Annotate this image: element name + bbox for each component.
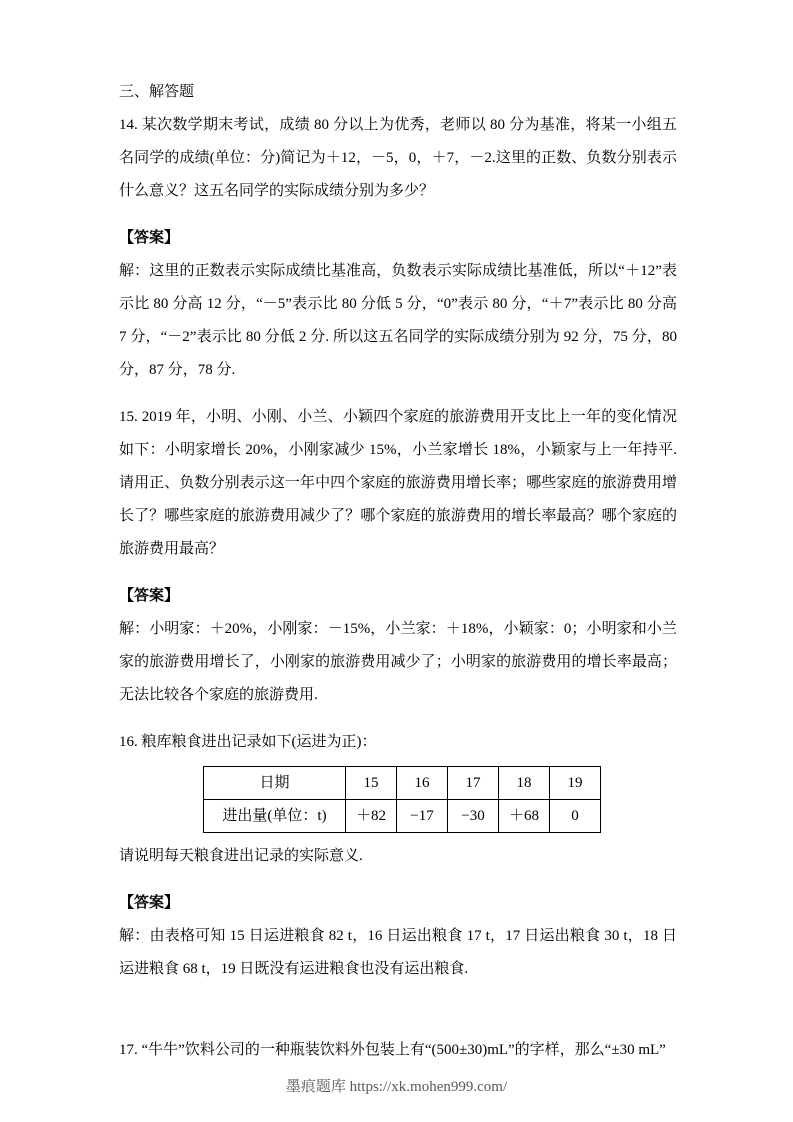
table-cell-amount-label: 进出量(单位：t): [204, 800, 346, 833]
answer-label-14: 【答案】: [119, 230, 180, 246]
table-cell-day-15: 15: [346, 767, 397, 800]
question-16-intro: 16. 粮库粮食进出记录如下(运进为正)：: [119, 734, 377, 750]
table-cell-value-18: ＋68: [499, 800, 550, 833]
table-cell-value-19: 0: [550, 800, 601, 833]
question-14-text: 14. 某次数学期末考试，成绩 80 分以上为优秀，老师以 80 分为基准，将某一小组五名同学的成绩(单位：分)简记为＋12，－5，0，＋7，－2.这里的正数、负数分别表示什么意义？这五名同学的实际成绩分别为多少？: [119, 117, 677, 199]
table-values-row: [204, 800, 601, 833]
question-16-post: 请说明每天粮食进出记录的实际意义.: [119, 848, 363, 864]
footer-watermark: 墨痕题库 https://xk.mohen999.com/: [285, 1079, 508, 1095]
grain-record-table: [203, 766, 601, 833]
table-cell-day-19: 19: [550, 767, 601, 800]
answer-16-text: 解：由表格可知 15 日运进粮食 82 t，16 日运出粮食 17 t，17 日运出粮食 30 t，18 日运进粮食 68 t，19 日既没有运进粮食也没有运出粮食.: [119, 928, 677, 977]
table-cell-value-15: ＋82: [346, 800, 397, 833]
answer-label-15: 【答案】: [119, 588, 180, 604]
answer-14-text: 解：这里的正数表示实际成绩比基准高，负数表示实际成绩比基准低，所以“＋12”表示比 80 分高 12 分，“－5”表示比 80 分低 5 分，“0”表示 80 分，“＋7”表示比 80 分高 7 分，“－2”表示比 80 分低 2 分. 所以这五名同学的实际成绩分别为 92 分，75 分，80 分，87 分，78 分.: [119, 263, 677, 378]
table-cell-day-17: 17: [448, 767, 499, 800]
table-cell-value-16: −17: [397, 800, 448, 833]
question-17-text: 17. “牛牛”饮料公司的一种瓶装饮料外包装上有“(500±30)mL”的字样，那么“±30 mL”: [119, 1042, 666, 1058]
table-cell-day-16: 16: [397, 767, 448, 800]
table-header-row: [204, 767, 601, 800]
answer-15-text: 解：小明家：＋20%，小刚家：－15%，小兰家：＋18%，小颖家：0；小明家和小兰家的旅游费用增长了，小刚家的旅游费用减少了；小明家的旅游费用的增长率最高；无法比较各个家庭的旅游费用.: [119, 621, 677, 703]
table-cell-date-label: 日期: [204, 767, 346, 800]
answer-label-16: 【答案】: [119, 895, 180, 911]
table-cell-value-17: −30: [448, 800, 499, 833]
question-15-text: 15. 2019 年，小明、小刚、小兰、小颖四个家庭的旅游费用开支比上一年的变化情况如下：小明家增长 20%，小刚家减少 15%，小兰家增长 18%，小颖家与上一年持平. 请用正、负数分别表示这一年中四个家庭的旅游费用增长率；哪些家庭的旅游费用增长了？哪些家庭的旅游费用减少了？哪个家庭的旅游费用的增长率最高？哪个家庭的旅游费用最高？: [119, 409, 677, 557]
table-cell-day-18: 18: [499, 767, 550, 800]
section-title: 三、解答题: [119, 84, 195, 100]
